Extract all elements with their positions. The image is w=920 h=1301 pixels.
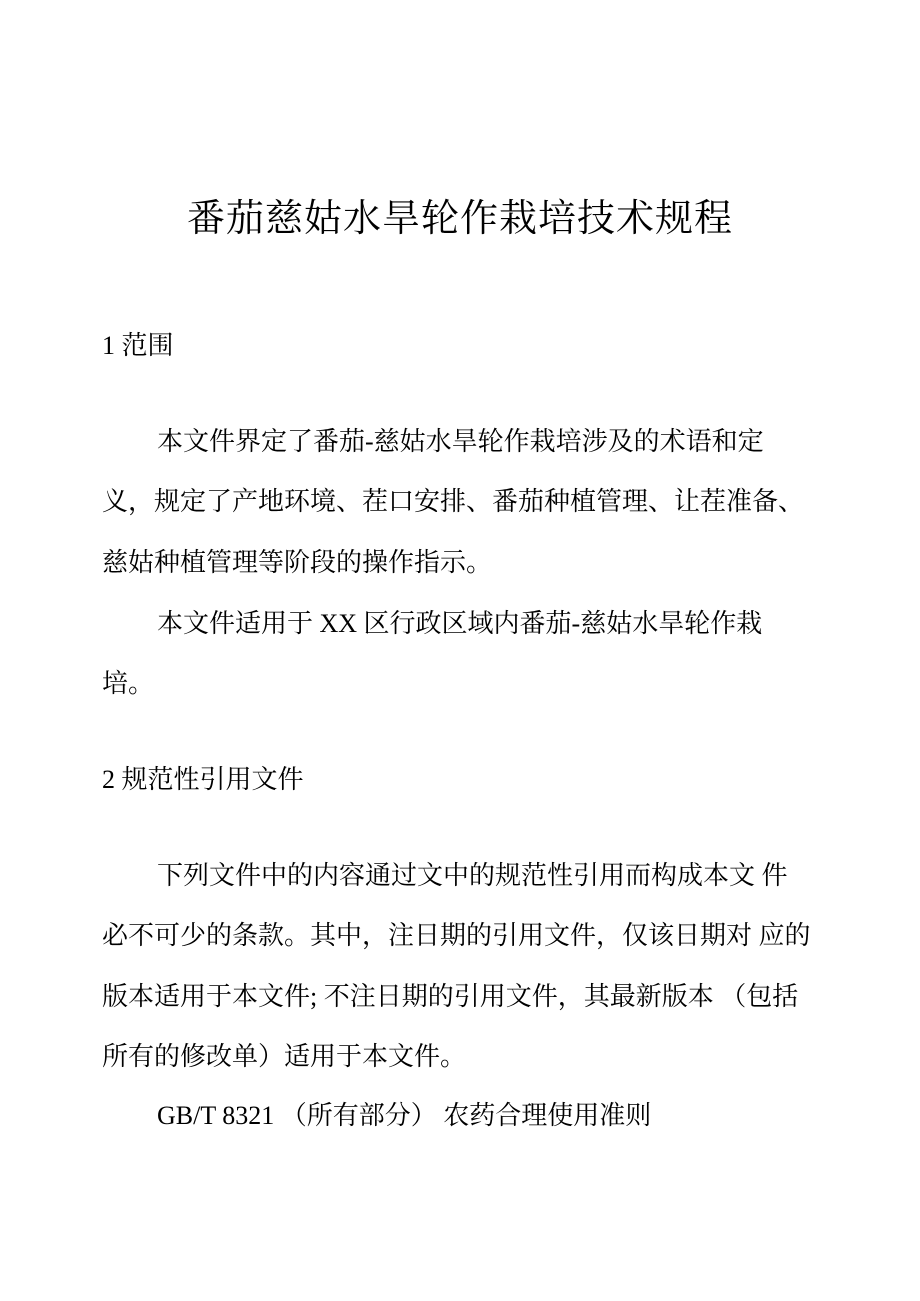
scope-paragraph-1-line-2: 义，规定了产地环境、茬口安排、番茄种植管理、让茬准备、 [102,487,805,516]
scope-paragraph-2-line-2: 培。 [102,669,155,698]
section-heading-scope: 1 范围 [102,331,174,360]
section-heading-normative-references: 2 规范性引用文件 [102,765,304,794]
scope-paragraph-1-line-1: 本文件界定了番茄-慈姑水旱轮作栽培涉及的术语和定 [157,427,764,456]
document-title: 番茄慈姑水旱轮作栽培技术规程 [186,196,733,240]
scope-paragraph-2-line-1: 本文件适用于 XX 区行政区域内番茄-慈姑水旱轮作栽 [157,609,763,638]
references-paragraph-line-4: 所有的修改单）适用于本文件。 [102,1042,467,1071]
references-paragraph-line-2: 必不可少的条款。其中，注日期的引用文件，仅该日期对 应的 [102,921,811,950]
scope-paragraph-1-line-3: 慈姑种植管理等阶段的操作指示。 [102,548,493,577]
references-paragraph-line-3: 版本适用于本文件; 不注日期的引用文件，其最新版本 （包括 [102,982,799,1011]
references-paragraph-line-1: 下列文件中的内容通过文中的规范性引用而构成本文 件 [157,861,788,890]
reference-entry-gb-t-8321: GB/T 8321 （所有部分） 农药合理使用准则 [157,1101,652,1130]
